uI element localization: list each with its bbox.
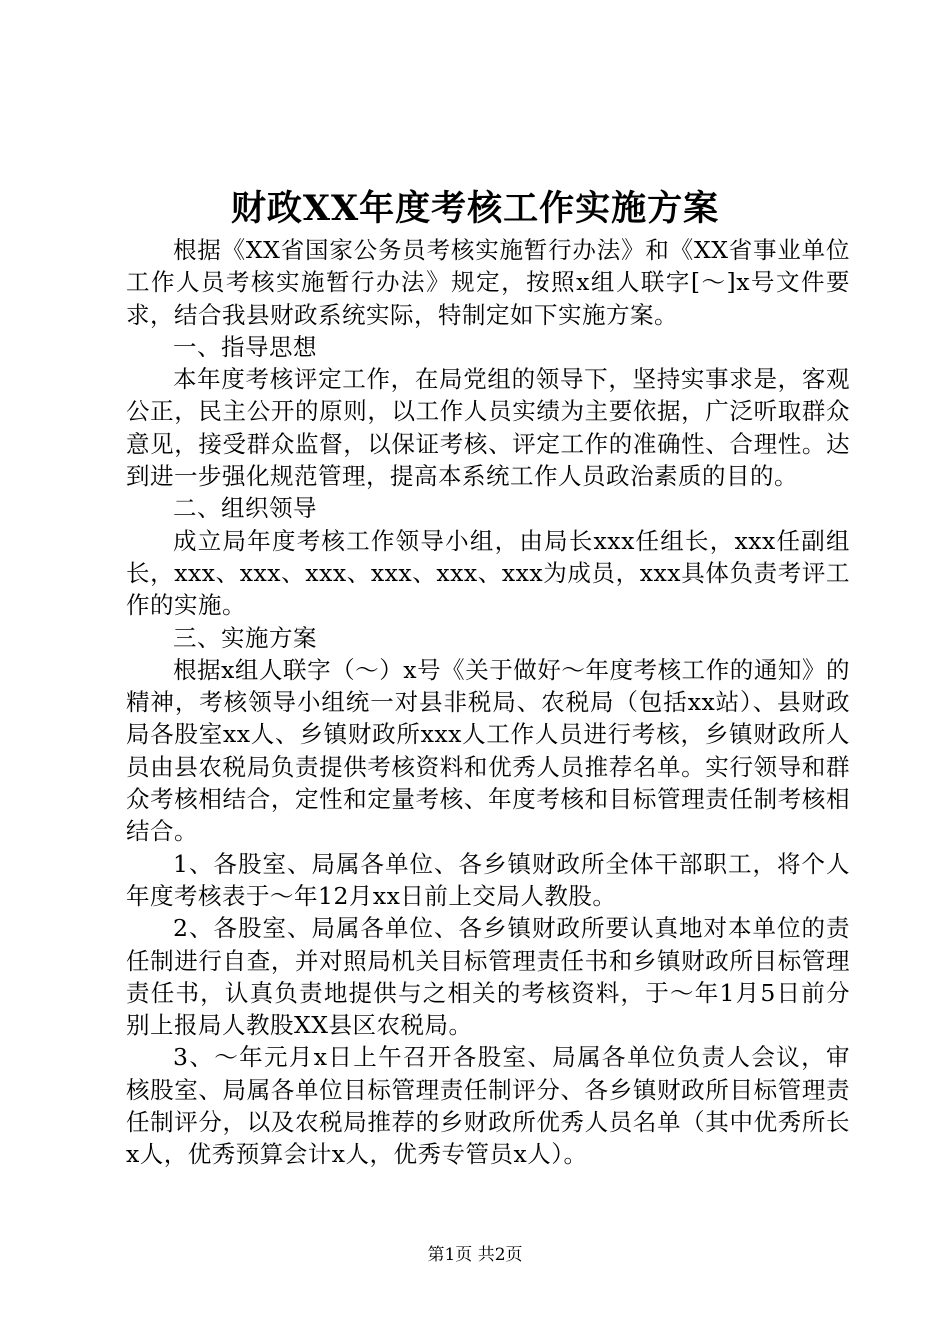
section-heading-implementation: 三、实施方案 xyxy=(173,623,317,652)
section-heading-guiding-thought: 一、指导思想 xyxy=(173,332,317,361)
paragraph-intro: 根据《XX省国家公务员考核实施暂行办法》和《XX省事业单位工作人员考核实施暂行办法》规定，按照x组人联字[～]x号文件要求，结合我县财政系统实际，特制定如下实施方案。 xyxy=(126,236,850,329)
section-heading-organization: 二、组织领导 xyxy=(173,494,317,523)
document-body xyxy=(126,234,850,1171)
list-item-step-3: 3、～年元月x日上午召开各股室、局属各单位负责人会议，审核股室、局属各单位目标管理责任制评分、各乡镇财政所目标管理责任制评分，以及农税局推荐的乡财政所优秀人员名单（其中优秀所长x人，优秀预算会计x人，优秀专管员x人）。 xyxy=(126,1043,850,1169)
paragraph-implementation: 根据x组人联字（～）x号《关于做好～年度考核工作的通知》的精神，考核领导小组统一对县非税局、农税局（包括xx站）、县财政局各股室xx人、乡镇财政所xxx人工作人员进行考核，乡镇财政所人员由县农税局负责提供考核资料和优秀人员推荐名单。实行领导和群众考核相结合，定性和定量考核、年度考核和目标管理责任制考核相结合。 xyxy=(126,655,850,846)
list-item-step-1: 1、各股室、局属各单位、各乡镇财政所全体干部职工，将个人年度考核表于～年12月xx日前上交局人教股。 xyxy=(126,849,850,910)
list-item-step-2: 2、各股室、局属各单位、各乡镇财政所要认真地对本单位的责任制进行自查，并对照局机关目标管理责任书和乡镇财政所目标管理责任书，认真负责地提供与之相关的考核资料，于～年1月5日前分别上报局人教股XX县区农税局。 xyxy=(126,914,850,1040)
page-number-footer: 第1页 共2页 xyxy=(427,1245,523,1265)
paragraph-organization: 成立局年度考核工作领导小组，由局长xxx任组长，xxx任副组长，xxx、xxx、xxx、xxx、xxx、xxx为成员，xxx具体负责考评工作的实施。 xyxy=(126,526,850,620)
paragraph-guiding-thought: 本年度考核评定工作，在局党组的领导下，坚持实事求是，客观公正，民主公开的原则，以工作人员实绩为主要依据，广泛听取群众意见，接受群众监督，以保证考核、评定工作的准确性、合理性。达到进一步强化规范管理，提高本系统工作人员政治素质的目的。 xyxy=(126,365,850,491)
document-title: 财政XX年度考核工作实施方案 xyxy=(230,188,720,229)
